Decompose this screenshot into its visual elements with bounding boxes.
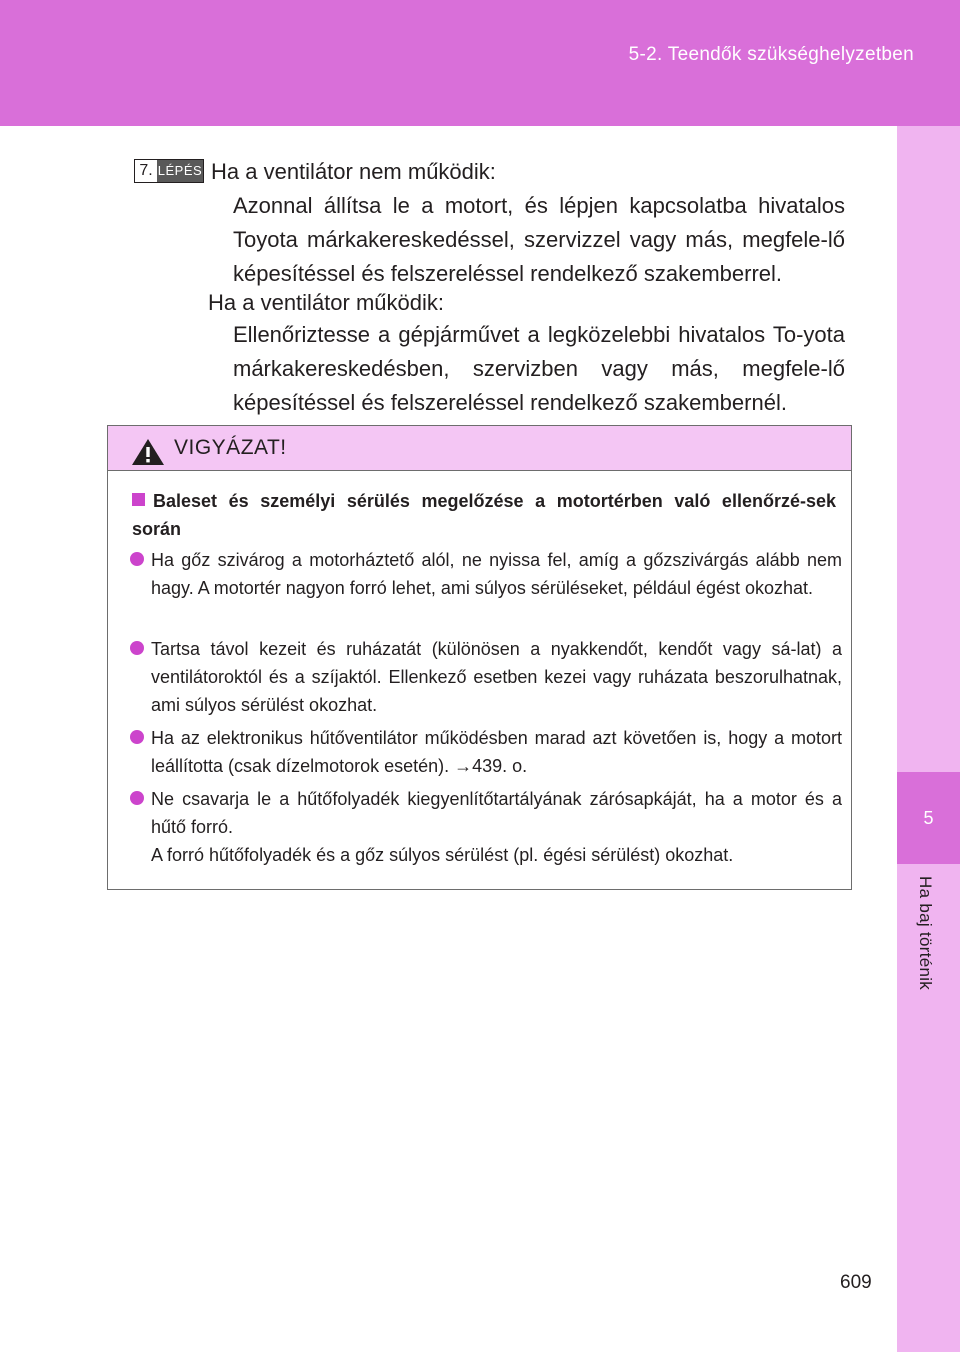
case2-text: Ellenőriztesse a gépjárművet a legközelebbi hivatalos To-yota márkakereskedésben, szervizben vagy más, megfele-lő képesítéssel és felszereléssel rendelkező szakembernél. [233,322,845,415]
bullet-icon [130,552,144,566]
square-bullet-icon [132,493,145,506]
caution-header [108,426,851,471]
chapter-number: 5 [923,808,934,828]
step-label: LÉPÉS [157,160,203,182]
step-number: 7. [135,160,157,182]
caution-item [130,785,842,869]
caution-section-title [132,487,836,543]
warning-icon [131,438,165,466]
caution-item-text: Ne csavarja le a hűtőfolyadék kiegyenlítőtartályának zárósapkáját, ha a motor és a hűtő forró. [151,789,842,837]
case2-title: Ha a ventilátor működik: [208,290,444,315]
case1-text: Azonnal állítsa le a motort, és lépjen kapcsolatba hivatalos Toyota márkakereskedéssel, szervizzel vagy más, megfele-lő képesítéssel és felszereléssel rendelkező szakemberrel. [233,193,845,286]
caution-title: VIGYÁZAT! [174,436,287,459]
caution-item-text: Ha az elektronikus hűtőventilátor működésben marad azt követően is, hogy a motort leállította (csak dízelmotorok esetén). →439. o. [151,728,842,776]
page-number: 609 [840,1272,872,1293]
caution-section-text: Baleset és személyi sérülés megelőzése a motortérben való ellenőrzé-sek során [132,491,836,539]
caution-item [130,546,842,602]
caution-item [130,724,842,780]
caution-item-text: Tartsa távol kezeit és ruházatát (különösen a nyakkendőt, kendőt vagy sá-lat) a ventilátoroktól és a szíjaktól. Ellenkező esetben kezei vagy ruházata beszorulhatnak, ami súlyos sérülést okozhat. [151,639,842,715]
bullet-icon [130,641,144,655]
caution-item [130,635,842,719]
chapter-title: Ha baj történik [916,876,935,991]
step-badge [134,159,204,183]
bullet-icon [130,730,144,744]
caution-box [107,425,852,890]
side-strip [897,126,960,1352]
case1-title: Ha a ventilátor nem működik: [211,159,496,184]
caution-item-text: Ha gőz szivárog a motorháztető alól, ne nyissa fel, amíg a gőzszivárgás alább nem hagy. A motortér nagyon forró lehet, ami súlyos sérüléseket, például égést okozhat. [151,550,842,598]
bullet-icon [130,791,144,805]
caution-item-extra: A forró hűtőfolyadék és a gőz súlyos sérülést (pl. égési sérülést) okozhat. [151,845,734,865]
section-header: 5-2. Teendők szükséghelyzetben [628,44,914,65]
